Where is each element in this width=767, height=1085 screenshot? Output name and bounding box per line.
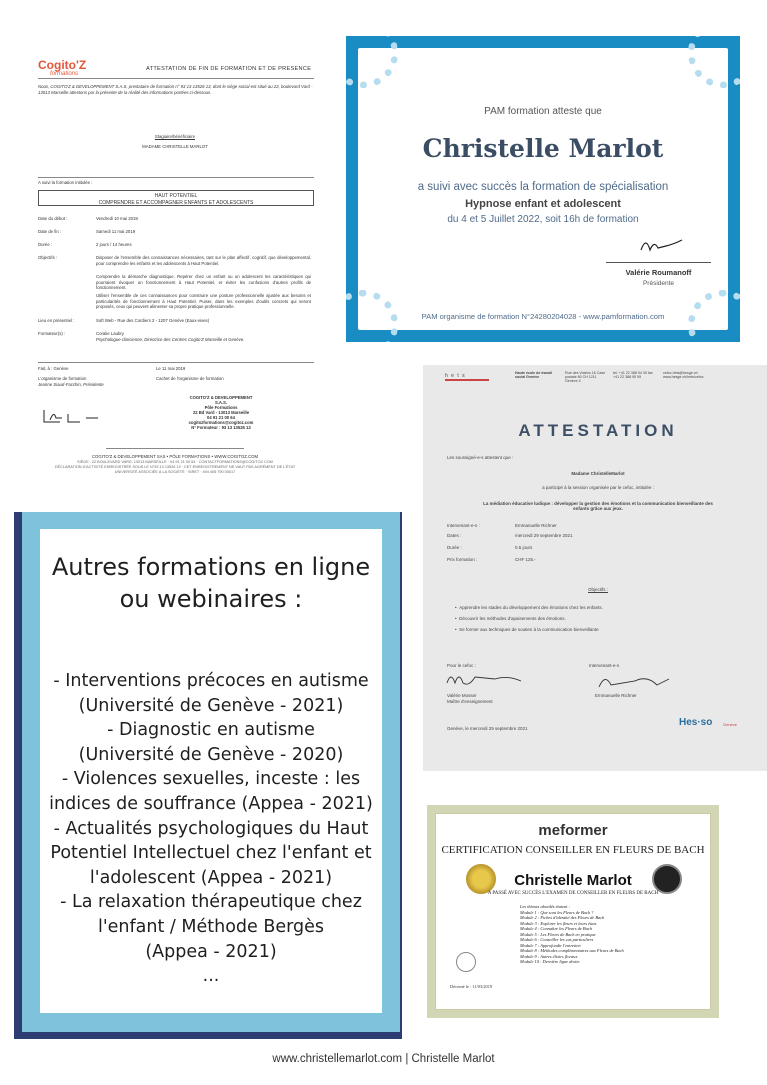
hets-attestation <box>423 365 767 771</box>
divider <box>38 362 314 363</box>
row-label: Date de fin : <box>38 229 62 234</box>
hets-row-label: Prix formation : <box>447 557 478 562</box>
date: Le 11 mai 2019 <box>156 366 186 371</box>
module-item: Module 6 : Conseiller les cas particuliers <box>520 937 594 942</box>
hets-row-label: Dates : <box>447 533 462 538</box>
cogito-footer-1: COGITO'Z & DEVELOPPEMENT SAS • PÔLE FORMATIONS • WWW.COGITOZ.COM <box>91 454 259 459</box>
pam-footer: PAM organisme de formation N°24280204028 - www.pamformation.com <box>421 312 665 321</box>
signature-image <box>40 404 100 426</box>
lieu-label: Lieu en présentiel : <box>38 318 75 323</box>
list-item: - La relaxation thérapeutique chez <box>60 892 362 913</box>
stamp-line: 04 91 21 00 64 <box>207 415 235 421</box>
suivi-label: A suivi la formation intitulée : <box>38 180 93 185</box>
row-value: 2 jours / 14 heures <box>96 242 132 247</box>
hets-objectif: • Apprendre les stades du développement des émotions chez les enfants. <box>455 605 603 610</box>
hets-pour-cefoc: Pour le cefoc : <box>447 663 476 668</box>
globe-icon <box>456 952 476 972</box>
formateur-label: Formateur(s) : <box>38 331 66 336</box>
objectifs-text-2: Comprendre la démarche diagnostique. Repérer chez un enfant ou un adolescent les caractéristiques qui pourraient évoquer un fonctionnement à Haut Potentiel, et éviter les confusions d'autres profils de fonctionnement. <box>96 274 311 291</box>
page-footer: www.christellemarlot.com | Christelle Marlot <box>272 1053 495 1065</box>
box-heading: Autres formations en ligne ou webinaires : <box>51 553 371 614</box>
other-trainings-box <box>14 512 402 1039</box>
divider <box>106 448 244 449</box>
meformer-passed: A PASSÉ AVEC SUCCÈS L'EXAMEN DE CONSEILLER EN FLEURS DE BACH <box>487 891 659 896</box>
formation-box <box>38 190 314 206</box>
objectifs-text-1: Disposer de l'ensemble des connaissances nécessaires, tant sur le plan affectif, cognitif, que développemental, pour comprendre les enfants et les adolescents à Haut Potentiel. <box>96 255 311 266</box>
stamp-line: cogitozformations@cogitoz.com <box>188 420 254 426</box>
module-item: Module 8 : Méthodes complémentaires aux Fleurs de Bach <box>520 948 624 953</box>
meformer-delivered: Décerné le : 11/03/2019 <box>450 984 493 989</box>
hets-place-date: Genève, le mercredi 29 septembre 2021 <box>447 726 528 731</box>
hets-signer1-role: Maître d'enseignement <box>447 699 493 704</box>
hes-so-logo: Hes·so <box>679 717 713 728</box>
module-item: Module 3 : Explorer les fleurs et leurs états <box>520 920 597 926</box>
pam-role: Présidente <box>642 280 675 287</box>
cogito-footer-4: UNIVERSITÉ ASSOCIÉE À LA SOCIÉTÉ · SIRET · 494 405 790 00017 <box>114 470 236 474</box>
pam-signer: Valérie Roumanoff <box>625 268 692 277</box>
hets-name: Madame ChristelleMarlot <box>571 471 625 476</box>
hets-objectif: • Se former aux techniques de soutien à la communication bienveillante <box>455 627 599 632</box>
signature-line <box>606 262 711 263</box>
hets-address-3: tél. +41 22 388 94 30 fax +41 22 388 95 59 <box>613 371 653 379</box>
pam-signature <box>636 230 686 260</box>
org-label: L'organisme de formation <box>38 376 87 381</box>
list-item: - Actualités psychologiques du Haut <box>53 818 369 839</box>
hets-row-value: Emmanuelle Richner <box>515 523 557 528</box>
row-label: Durée : <box>38 242 53 247</box>
hets-signer2-name: Emmanuelle Richner <box>595 693 637 698</box>
stagiaire-label: Stagiaire/bénéficiaire <box>154 134 196 139</box>
hets-signature-2 <box>595 669 675 691</box>
cogito-footer-2: SIÈGE : 22 BOULEVARD VARD, 13013 MARSEILLE · 04 91 21 00 64 · CONTACTFORMATIONS@COGITOZ.COM <box>77 460 273 464</box>
list-item: l'adolescent (Appea - 2021) <box>89 867 333 888</box>
pam-inner <box>358 48 728 330</box>
cachet-label: Cachet de l'organisme de formation <box>156 376 224 381</box>
hets-objectif-text: Apprendre les stades du développement des émotions chez les enfants. <box>459 605 603 610</box>
module-item: Module 10 : Dernière ligne droite <box>520 959 580 964</box>
list-item: - Violences sexuelles, inceste : les <box>61 769 361 790</box>
ornament <box>688 36 740 88</box>
cogito-certificate <box>26 40 324 480</box>
formation-subtitle: COMPRENDRE ET ACCOMPAGNER ENFANTS ET ADOLESCENTS <box>98 199 254 206</box>
list-item: (Appea - 2021) <box>145 941 277 962</box>
org-person: Jeanne Siaud-Facchin, Présidente <box>38 382 104 387</box>
hets-title: ATTESTATION <box>518 421 678 440</box>
module-item: Module 9 : Autres élixirs floraux <box>520 953 578 959</box>
list-item: l'enfant / Méthode Bergès <box>97 916 324 937</box>
hets-address-4: cefoc.hets@hesge.ch www.hesge.ch/hets/cefoc <box>663 371 704 379</box>
cogito-logo: Cogito'Z <box>38 58 87 72</box>
hets-signature-1 <box>445 667 525 691</box>
hets-intervenant-label: Intervenant-e-s <box>589 663 620 668</box>
meformer-title: CERTIFICATION CONSEILLER EN FLEURS DE BACH <box>441 844 705 856</box>
row-value: Vendredi 10 mai 2019 <box>96 216 138 221</box>
formation-title: HAUT POTENTIEL <box>154 193 198 199</box>
hets-objectif-text: Se former aux techniques de soutien à la communication bienveillante <box>459 627 599 632</box>
meformer-brand: meformer <box>538 822 608 839</box>
hets-objectifs-title: Objectifs : <box>587 587 608 592</box>
hets-address-1: Haute école de travail social Genève <box>515 371 552 379</box>
formateur-name: Coralie Laubry <box>96 331 124 336</box>
hets-row-value: 0.5 jours <box>515 545 533 550</box>
divider <box>38 78 314 79</box>
hets-course: La médiation éducative ludique : développer la gestion des émotions et la communication bienveillante des enfants grâce aux jeux. <box>483 501 713 511</box>
fait-a: Fait, à : Genève <box>38 366 69 371</box>
objectifs-text-3: Utiliser l'ensemble de ces connaissances pour construire une posture professionnelle ajustée aux besoins et particularités de fonctionnement à Haut Potentiel. Puiser, dans les exemples d'outils concrets qui seront proposés, ceux qui peuvent alimenter sa propre pratique professionnelle. <box>96 293 311 310</box>
hets-intro: Les soussigné-e-s attestent que : <box>447 455 514 460</box>
module-item: Module 5 : Les Fleurs de Bach en pratique <box>520 931 596 937</box>
stamp-line: 22 Bd Vard - 13013 Marseille <box>192 410 250 416</box>
hets-row-value: mercredi 29 septembre 2021 <box>515 533 573 538</box>
list-item: - Interventions précoces en autisme <box>53 671 369 691</box>
row-value: Samedi 11 mai 2019 <box>96 229 136 234</box>
pam-dates: du 4 et 5 Juillet 2022, soit 16h de formation <box>447 214 639 225</box>
cogito-header: ATTESTATION DE FIN DE FORMATION ET DE PRESENCE <box>146 66 312 72</box>
meformer-inner <box>435 813 711 1010</box>
hets-row-label: Durée : <box>447 545 462 550</box>
meformer-certificate <box>427 805 719 1018</box>
row-label: Date du début : <box>38 216 68 221</box>
hets-objectif-text: Découvrir les méthodes d'apaisements des émotions. <box>459 616 566 621</box>
meformer-name: Christelle Marlot <box>514 872 632 889</box>
module-item: Module 2 : Fiches d'identité des Fleurs de Bach <box>520 915 605 920</box>
module-header: Les thèmes abordés étaient : <box>520 904 571 909</box>
hets-logo: h e t s <box>445 373 489 381</box>
hets-row-label: Intervenant-e-s : <box>447 523 480 528</box>
list-item: (Université de Genève - 2021) <box>78 695 344 716</box>
module-item: Module 1 : Que sont les Fleurs de Bach ? <box>520 909 594 915</box>
module-item: Module 7 : Approfondir l'entretien <box>520 942 581 948</box>
cogito-logo-sub: formations <box>50 71 79 77</box>
box-list <box>40 669 382 989</box>
list-item: (Université de Genève - 2020) <box>78 744 344 765</box>
pam-certificate <box>346 36 740 342</box>
list-item: ... <box>202 966 220 987</box>
hets-signer1-name: Valérie Mosser <box>447 693 477 698</box>
objectifs-label: Objectifs : <box>38 255 58 260</box>
pam-name: Christelle Marlot <box>422 134 664 163</box>
list-item: Potentiel Intellectuel chez l'enfant et <box>50 843 372 864</box>
cogito-intro: Nous, COGITO'Z & DEVELOPPEMENT S.A.S, prestataire de formation n° 93 13 13526 13, dont le siège social est situé au 22, boulevard Vard - 13013 Marseille attestons par la présente de la réalité des informations portées ci-dessous. <box>38 84 313 95</box>
box-content <box>40 529 382 1013</box>
hets-objectif: • Découvrir les méthodes d'apaisements des émotions. <box>455 616 566 621</box>
module-item: Module 4 : Connaître les Fleurs de Bach <box>520 926 592 931</box>
divider <box>38 177 314 178</box>
stagiaire-name: MADAME CHRISTELLE MARLOT <box>142 144 208 149</box>
lieu-value: Soft Web - Rue des Cordiers 2 - 1207 Genève (Eaux-vives) <box>96 318 210 323</box>
cogito-footer-3: DÉCLARATION D'ACTIVITÉ ENREGISTRÉE SOUS LE N°93 13 13526 13 · CET ENREGISTREMENT NE VAUT PAS AGRÉMENT DE L'ÉTAT <box>54 465 296 469</box>
stamp-line: N° Formateur : 93 13 13526 13 <box>191 425 251 431</box>
hets-session: a participé à la session organisée par le cefoc, intitulée : <box>542 485 654 490</box>
ornament <box>346 36 398 88</box>
hes-so-sub: Genève <box>723 722 738 727</box>
company-stamp <box>186 395 256 430</box>
meformer-modules <box>520 904 624 965</box>
stamp-line: COGITO'Z & DEVELOPPEMENT S.A.S. <box>189 395 253 406</box>
pam-line2: a suivi avec succès la formation de spécialisation <box>417 181 669 193</box>
hets-address-2: Rue des Voisins 16 Case postale 80 CH 1211 Genève 4 <box>565 371 606 383</box>
pam-line1: PAM formation atteste que <box>484 106 602 117</box>
hets-row-value: CHF 125.- <box>515 557 536 562</box>
stamp-line: Pôle Formations <box>204 405 238 411</box>
pam-course: Hypnose enfant et adolescent <box>465 198 621 210</box>
formateur-desc: Psychologue clinicienne, Directrice des Centres Cogito'Z Marseille et Genève. <box>96 337 245 342</box>
list-item: - Diagnostic en autisme <box>107 720 315 741</box>
list-item: indices de souffrance (Appea - 2021) <box>49 793 373 814</box>
